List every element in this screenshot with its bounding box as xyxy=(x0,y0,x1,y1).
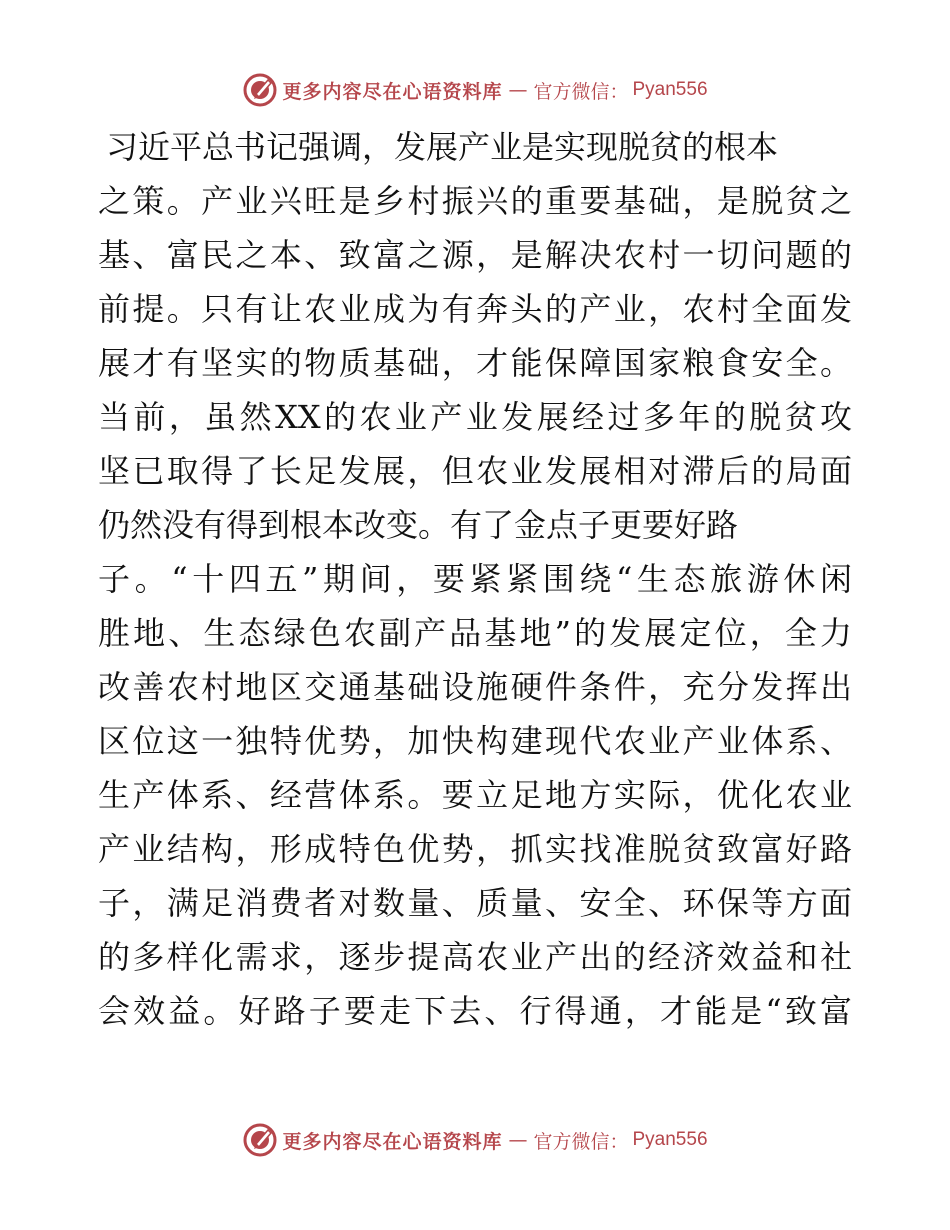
text-line: 习近平总书记强调，发展产业是实现脱贫的根本 xyxy=(106,128,779,166)
text-line: 仍然没有得到根本改变。有了金点子更要好路 xyxy=(98,506,739,544)
text-line: 当前，虽然XX的农业产业发展经过多年的脱贫攻 xyxy=(98,398,852,436)
text-line: 的多样化需求，逐步提高农业产出的经济效益和社 xyxy=(98,938,852,976)
text-line: 生产体系、经营体系。要立足地方实际，优化农业 xyxy=(98,776,852,814)
watermark-official-label: 官方微信： xyxy=(533,80,629,103)
watermark-main-text: 更多内容尽在心语资料库 xyxy=(282,80,503,103)
text-line: 胜地、生态绿色农副产品基地”的发展定位，全力 xyxy=(98,614,852,652)
text-line: 子。“十四五”期间，要紧紧围绕“生态旅游休闲 xyxy=(98,560,852,598)
text-line: 之策。产业兴旺是乡村振兴的重要基础，是脱贫之 xyxy=(98,182,852,220)
text-line: 子，满足消费者对数量、质量、安全、环保等方面 xyxy=(98,884,852,922)
text-line: 基、富民之本、致富之源，是解决农村一切问题的 xyxy=(98,236,852,274)
text-line: 展才有坚实的物质基础，才能保障国家粮食安全。 xyxy=(98,344,852,382)
pen-logo-icon xyxy=(242,72,278,108)
pen-logo-icon xyxy=(242,1122,278,1158)
watermark-wechat-id: Pyan556 xyxy=(632,79,708,100)
text-line: 改善农村地区交通基础设施硬件条件，充分发挥出 xyxy=(98,668,852,706)
watermark-main-text: 更多内容尽在心语资料库 xyxy=(282,1130,503,1153)
watermark-official-label: 官方微信： xyxy=(533,1130,629,1153)
text-line: 区位这一独特优势，加快构建现代农业产业体系、 xyxy=(98,722,852,760)
watermark-dash: — xyxy=(508,1129,528,1151)
body-text xyxy=(98,120,852,1038)
text-line: 坚已取得了长足发展，但农业发展相对滞后的局面 xyxy=(98,452,852,490)
text-line: 会效益。好路子要走下去、行得通，才能是“致富 xyxy=(98,992,852,1030)
text-line: 产业结构，形成特色优势，抓实找准脱贫致富好路 xyxy=(98,830,852,868)
watermark-wechat-id: Pyan556 xyxy=(632,1129,708,1150)
footer-watermark xyxy=(0,1120,950,1160)
header-watermark xyxy=(0,70,950,110)
watermark-dash: — xyxy=(508,79,528,101)
text-line: 前提。只有让农业成为有奔头的产业，农村全面发 xyxy=(98,290,852,328)
